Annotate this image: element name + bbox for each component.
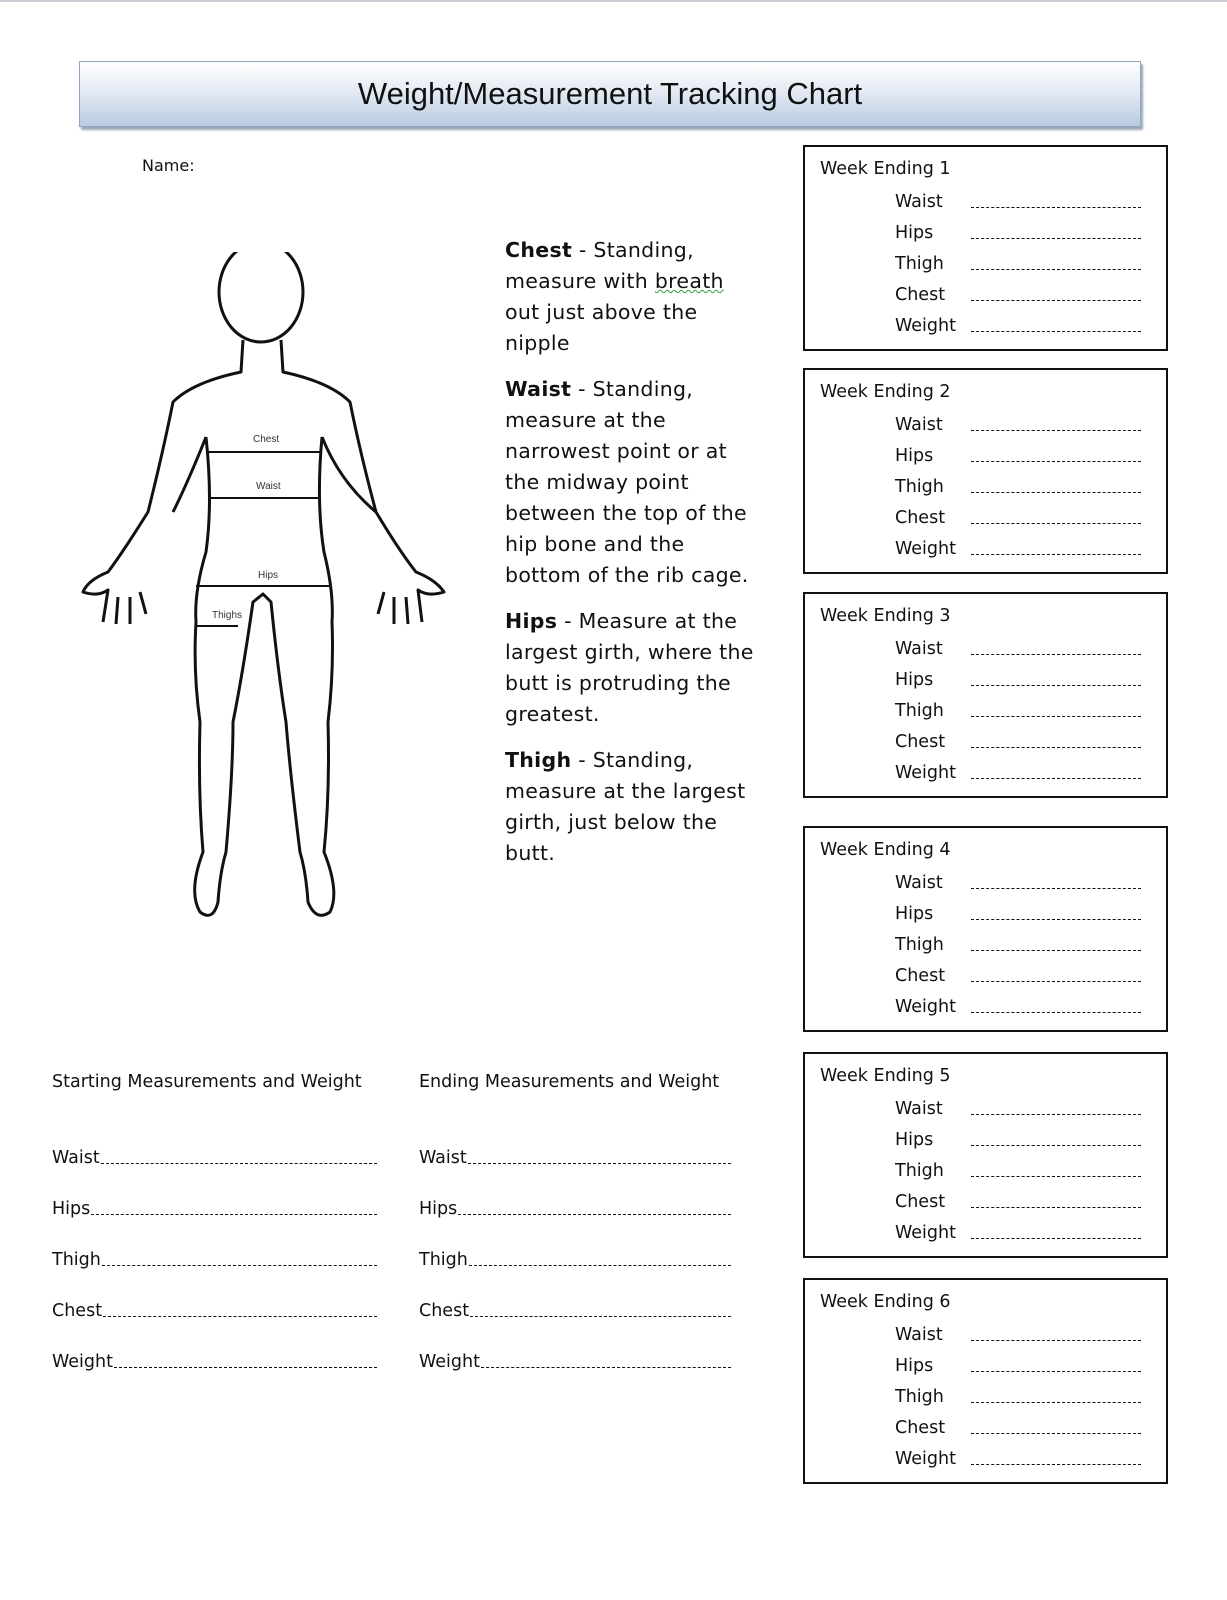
entry-line[interactable] — [101, 1163, 377, 1164]
field-label: Hips — [895, 1356, 934, 1376]
entry-line[interactable] — [971, 1175, 1141, 1177]
field-label: Hips — [895, 223, 934, 243]
week-field-hips — [895, 435, 1141, 466]
week-ending-box — [803, 145, 1168, 351]
starting-field-hips — [52, 1168, 377, 1219]
ending-measurements — [419, 1066, 731, 1372]
week-field-chest — [895, 274, 1141, 305]
field-label: Hips — [52, 1199, 91, 1219]
instruction-term: Hips — [505, 609, 558, 633]
field-label: Weight — [895, 1223, 956, 1243]
entry-line[interactable] — [971, 460, 1141, 462]
starting-heading: Starting Measurements and Weight — [52, 1072, 362, 1092]
field-label: Chest — [895, 1192, 946, 1212]
week-field-waist — [895, 404, 1141, 435]
week-field-thigh — [895, 1150, 1141, 1181]
entry-line[interactable] — [971, 715, 1141, 717]
week-field-thigh — [895, 924, 1141, 955]
week-field-waist — [895, 181, 1141, 212]
field-label: Thigh — [895, 1387, 944, 1407]
entry-line[interactable] — [971, 491, 1141, 493]
instruction-text: out just above the nipple — [505, 300, 698, 355]
instruction-text: - Standing, measure with — [505, 238, 694, 293]
instruction-term: Waist — [505, 377, 572, 401]
field-label: Weight — [52, 1352, 113, 1372]
entry-line[interactable] — [971, 1144, 1141, 1146]
week-field-hips — [895, 659, 1141, 690]
entry-line[interactable] — [102, 1265, 377, 1266]
field-label: Thigh — [895, 935, 944, 955]
entry-line[interactable] — [971, 1011, 1141, 1013]
week-ending-box — [803, 592, 1168, 798]
field-label: Thigh — [895, 477, 944, 497]
ending-field-thigh — [419, 1219, 731, 1270]
week-heading: Week Ending 6 — [820, 1292, 951, 1312]
instruction-term: Thigh — [505, 748, 572, 772]
instruction-waist — [505, 374, 765, 591]
week-ending-box — [803, 1052, 1168, 1258]
entry-line[interactable] — [971, 887, 1141, 889]
starting-measurements — [52, 1066, 377, 1372]
entry-line[interactable] — [971, 206, 1141, 208]
week-field-hips — [895, 1119, 1141, 1150]
week-field-chest — [895, 955, 1141, 986]
field-label: Thigh — [419, 1250, 468, 1270]
field-label: Chest — [895, 732, 946, 752]
week-field-thigh — [895, 1376, 1141, 1407]
entry-line[interactable] — [91, 1214, 377, 1215]
entry-line[interactable] — [971, 1113, 1141, 1115]
field-label: Waist — [895, 639, 943, 659]
entry-line[interactable] — [971, 777, 1141, 779]
entry-line[interactable] — [971, 330, 1141, 332]
entry-line[interactable] — [971, 949, 1141, 951]
field-label: Chest — [895, 966, 946, 986]
instruction-thigh — [505, 745, 765, 869]
entry-line[interactable] — [971, 684, 1141, 686]
field-label: Waist — [895, 415, 943, 435]
field-label: Weight — [895, 316, 956, 336]
ending-field-hips — [419, 1168, 731, 1219]
figure-label-hips: Hips — [258, 570, 279, 581]
field-label: Hips — [895, 670, 934, 690]
week-field-waist — [895, 862, 1141, 893]
entry-line[interactable] — [971, 1237, 1141, 1239]
figure-label-thighs: Thighs — [212, 610, 243, 621]
field-label: Weight — [895, 539, 956, 559]
entry-line[interactable] — [971, 522, 1141, 524]
week-field-chest — [895, 497, 1141, 528]
field-label: Thigh — [895, 254, 944, 274]
week-heading: Week Ending 5 — [820, 1066, 951, 1086]
field-label: Waist — [895, 1099, 943, 1119]
instruction-text: - Measure at the largest girth, where the butt is protruding the greatest. — [505, 609, 754, 726]
field-label: Weight — [895, 763, 956, 783]
week-ending-box — [803, 368, 1168, 574]
field-label: Hips — [895, 904, 934, 924]
week-field-thigh — [895, 243, 1141, 274]
field-label: Waist — [52, 1148, 100, 1168]
field-label: Chest — [895, 508, 946, 528]
field-label: Thigh — [52, 1250, 101, 1270]
entry-line[interactable] — [103, 1316, 377, 1317]
name-label: Name: — [142, 156, 195, 175]
field-label: Chest — [419, 1301, 470, 1321]
week-field-thigh — [895, 466, 1141, 497]
starting-field-weight — [52, 1321, 377, 1372]
week-field-hips — [895, 1345, 1141, 1376]
entry-line[interactable] — [481, 1367, 731, 1368]
week-ending-box — [803, 826, 1168, 1032]
entry-line[interactable] — [971, 1339, 1141, 1341]
instruction-term: Chest — [505, 238, 573, 262]
entry-line[interactable] — [971, 237, 1141, 239]
field-label: Weight — [895, 997, 956, 1017]
entry-line[interactable] — [971, 268, 1141, 270]
week-field-weight — [895, 752, 1141, 783]
starting-field-thigh — [52, 1219, 377, 1270]
week-field-weight — [895, 1212, 1141, 1243]
field-label: Thigh — [895, 1161, 944, 1181]
entry-line[interactable] — [971, 1432, 1141, 1434]
week-heading: Week Ending 4 — [820, 840, 951, 860]
week-field-thigh — [895, 690, 1141, 721]
week-field-hips — [895, 212, 1141, 243]
week-field-weight — [895, 305, 1141, 336]
week-field-chest — [895, 1407, 1141, 1438]
week-field-weight — [895, 986, 1141, 1017]
week-heading: Week Ending 2 — [820, 382, 951, 402]
ending-field-chest — [419, 1270, 731, 1321]
week-field-chest — [895, 721, 1141, 752]
ending-field-weight — [419, 1321, 731, 1372]
entry-line[interactable] — [971, 553, 1141, 555]
week-heading: Week Ending 3 — [820, 606, 951, 626]
field-label: Chest — [895, 1418, 946, 1438]
ending-heading: Ending Measurements and Weight — [419, 1072, 720, 1092]
field-label: Waist — [895, 1325, 943, 1345]
entry-line[interactable] — [971, 746, 1141, 748]
entry-line[interactable] — [971, 653, 1141, 655]
entry-line[interactable] — [458, 1214, 731, 1215]
week-heading: Week Ending 1 — [820, 159, 951, 179]
week-field-chest — [895, 1181, 1141, 1212]
week-field-waist — [895, 1088, 1141, 1119]
instruction-text: - Standing, measure at the narrowest point or at the midway point between the top of the hip bone and the bottom of the rib cage. — [505, 377, 749, 587]
ending-field-waist — [419, 1117, 731, 1168]
field-label: Weight — [895, 1449, 956, 1469]
field-label: Chest — [895, 285, 946, 305]
instruction-chest — [505, 235, 765, 359]
field-label: Thigh — [895, 701, 944, 721]
entry-line[interactable] — [470, 1316, 731, 1317]
measurement-instructions — [505, 235, 765, 884]
body-outline-figure — [78, 252, 468, 942]
entry-line[interactable] — [971, 1370, 1141, 1372]
field-label: Waist — [419, 1148, 467, 1168]
entry-line[interactable] — [971, 980, 1141, 982]
entry-line[interactable] — [469, 1265, 731, 1266]
entry-line[interactable] — [468, 1163, 731, 1164]
week-ending-box — [803, 1278, 1168, 1484]
instruction-hips — [505, 606, 765, 730]
field-label: Waist — [895, 192, 943, 212]
week-field-waist — [895, 628, 1141, 659]
figure-label-chest: Chest — [253, 434, 280, 445]
field-label: Hips — [419, 1199, 458, 1219]
starting-field-waist — [52, 1117, 377, 1168]
week-field-waist — [895, 1314, 1141, 1345]
field-label: Hips — [895, 1130, 934, 1150]
entry-line[interactable] — [971, 299, 1141, 301]
week-field-hips — [895, 893, 1141, 924]
field-label: Weight — [419, 1352, 480, 1372]
entry-line[interactable] — [114, 1367, 377, 1368]
field-label: Hips — [895, 446, 934, 466]
instruction-text: - Standing, measure at the largest girth, just below the butt. — [505, 748, 746, 865]
page-title: Weight/Measurement Tracking Chart — [79, 61, 1141, 127]
field-label: Chest — [52, 1301, 103, 1321]
entry-line[interactable] — [971, 1463, 1141, 1465]
entry-line[interactable] — [971, 1401, 1141, 1403]
week-field-weight — [895, 528, 1141, 559]
figure-label-waist: Waist — [256, 481, 281, 492]
week-field-weight — [895, 1438, 1141, 1469]
spellcheck-word: breath — [654, 269, 724, 293]
entry-line[interactable] — [971, 429, 1141, 431]
entry-line[interactable] — [971, 918, 1141, 920]
field-label: Waist — [895, 873, 943, 893]
entry-line[interactable] — [971, 1206, 1141, 1208]
starting-field-chest — [52, 1270, 377, 1321]
